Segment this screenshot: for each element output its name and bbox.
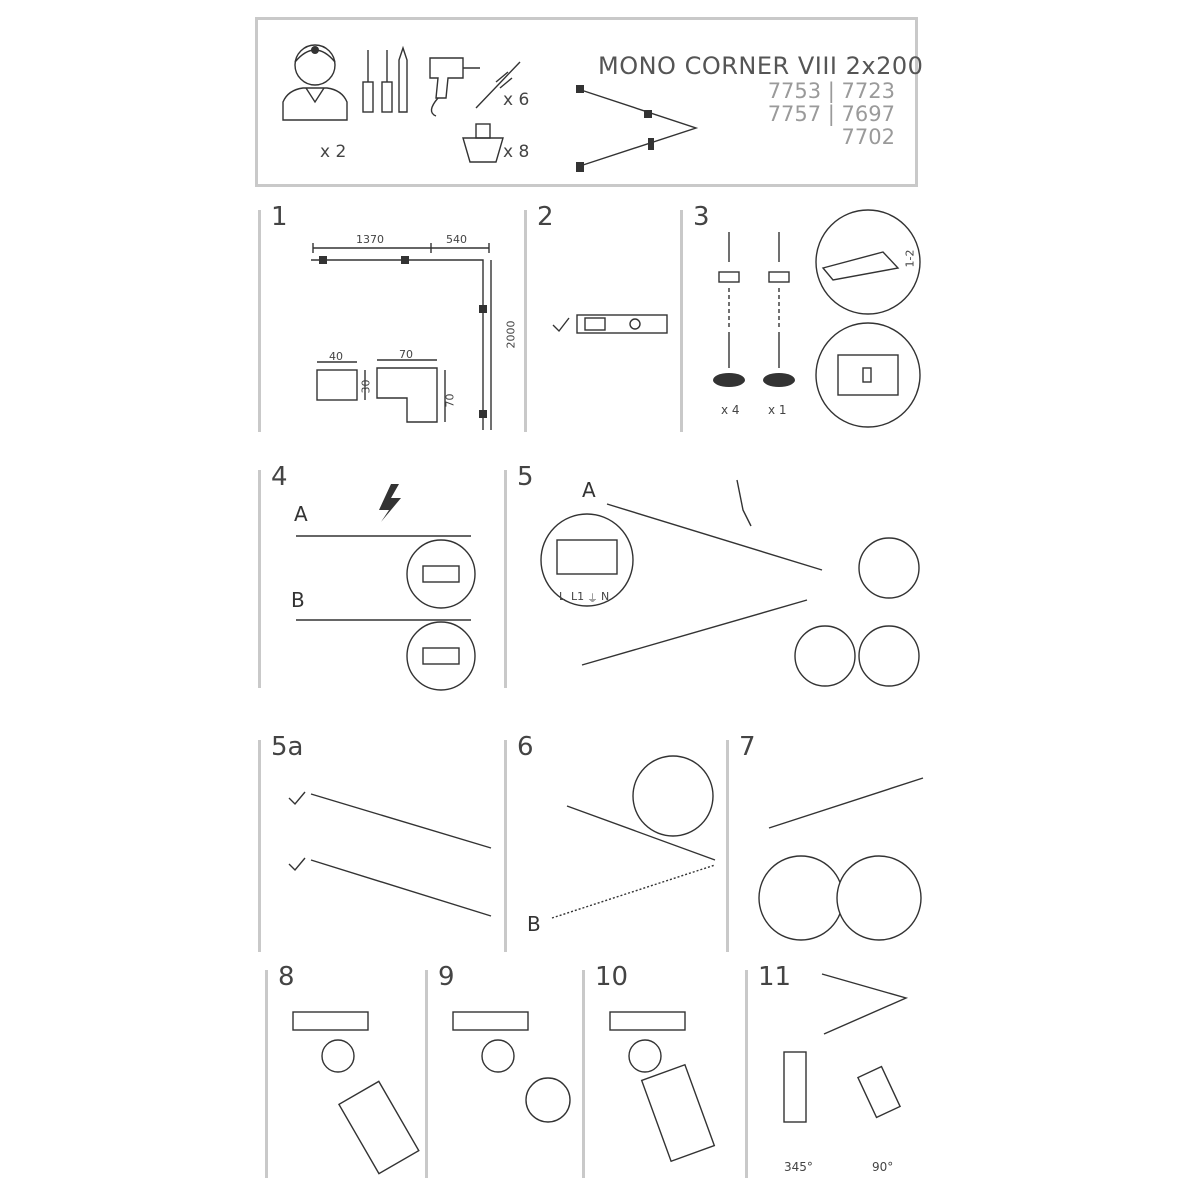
dim-70-h: 70 xyxy=(443,393,457,408)
dim-70-w: 70 xyxy=(399,348,413,361)
check-icon xyxy=(553,318,569,331)
wiring-diagram xyxy=(507,470,923,688)
anchors-qty: x 6 xyxy=(503,90,530,110)
step-number: 1 xyxy=(271,202,288,232)
step-number: 7 xyxy=(739,732,756,762)
mounting-diagram xyxy=(683,210,923,432)
angle-345: 345° xyxy=(784,1160,813,1174)
variant-a-label: A xyxy=(582,478,596,502)
screwdrivers-icon xyxy=(363,48,407,112)
step-number: 10 xyxy=(595,962,629,992)
step-number: 9 xyxy=(438,962,455,992)
qty-x4: x 4 xyxy=(721,403,740,417)
step-7 xyxy=(726,732,923,952)
step-3 xyxy=(680,202,923,432)
spot-rotate-diagram xyxy=(585,970,735,1178)
cover-install-diagram xyxy=(729,740,923,952)
step-number: 5a xyxy=(271,732,304,762)
dim-540: 540 xyxy=(446,233,467,246)
step-number: 6 xyxy=(517,732,534,762)
step-11 xyxy=(745,962,923,1178)
step-number: 4 xyxy=(271,462,288,492)
worker-icon xyxy=(283,45,347,120)
dim-1370: 1370 xyxy=(356,233,384,246)
variant-b-label: B xyxy=(527,912,541,936)
bulb-icon xyxy=(463,124,503,162)
code-line-2: 7757 | 7697 xyxy=(767,102,895,126)
step-8 xyxy=(265,962,418,1178)
gap-1-2: 1-2 xyxy=(903,249,917,268)
step-1 xyxy=(258,202,523,432)
persons-qty: x 2 xyxy=(320,142,347,162)
drill-icon xyxy=(430,58,480,116)
check-icon xyxy=(289,858,305,870)
step-number: 3 xyxy=(693,202,710,232)
step-number: 8 xyxy=(278,962,295,992)
header-panel xyxy=(255,17,924,187)
qty-x1: x 1 xyxy=(768,403,787,417)
variant-b-label: B xyxy=(291,588,305,612)
angle-90: 90° xyxy=(872,1160,894,1174)
step-2 xyxy=(524,202,677,432)
terminal-L: L xyxy=(559,590,566,603)
product-title: MONO CORNER VIII 2x200 xyxy=(598,52,924,80)
step-5a xyxy=(258,732,501,952)
step-number: 5 xyxy=(517,462,534,492)
spot-install-diagram xyxy=(268,970,418,1178)
cable-routing-diagram xyxy=(261,740,501,952)
track-joint-diagram xyxy=(527,210,677,432)
step-6 xyxy=(504,732,723,952)
code-line-1: 7753 | 7723 xyxy=(767,79,895,103)
code-line-3: 7702 xyxy=(841,125,895,149)
dim-2000: 2000 xyxy=(504,320,518,349)
step-10 xyxy=(582,962,735,1178)
lightning-icon xyxy=(379,484,401,522)
bulbs-qty: x 8 xyxy=(503,142,530,162)
track-layout-diagram xyxy=(261,210,523,432)
bulb-install-diagram xyxy=(428,970,578,1178)
terminal-earth: ⏚ xyxy=(587,592,598,605)
step-number: 2 xyxy=(537,202,554,232)
step-number: 11 xyxy=(758,962,792,992)
terminal-N: N xyxy=(601,590,610,603)
step-4 xyxy=(258,462,501,688)
product-thumbnail xyxy=(576,85,696,172)
dim-30: 30 xyxy=(359,379,373,394)
check-icon xyxy=(289,792,305,804)
terminal-L1: L1 xyxy=(571,590,585,603)
variant-a-label: A xyxy=(294,502,308,526)
dim-40: 40 xyxy=(329,350,343,363)
product-codes xyxy=(768,80,895,149)
adjustment-angles-diagram xyxy=(748,970,923,1178)
step-9 xyxy=(425,962,578,1178)
step-5 xyxy=(504,462,923,688)
